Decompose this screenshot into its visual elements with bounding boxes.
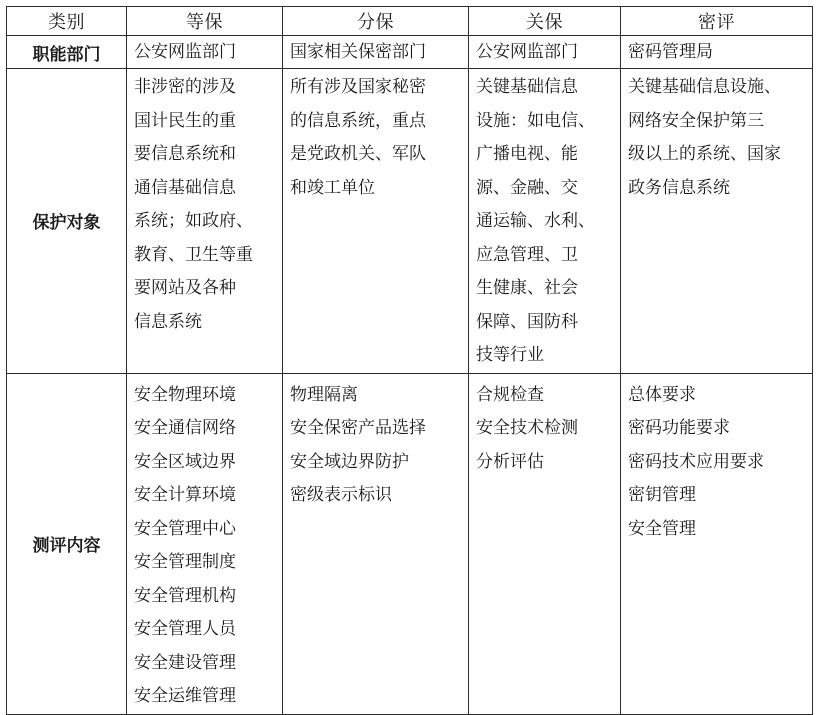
content-item: 密级表示标识: [290, 485, 392, 505]
content-item: 安全物理环境: [134, 384, 236, 405]
header-dengbao: 等保: [127, 7, 283, 36]
header-fenbao: 分保: [283, 7, 469, 36]
cell-dept-fenbao-text: 国家相关保密部门: [290, 42, 426, 62]
content-item: 安全建设管理: [134, 652, 236, 673]
content-item: 安全运维管理: [134, 686, 236, 706]
content-item: 安全保密产品选择: [290, 418, 426, 438]
content-item: 安全计算环境: [134, 485, 236, 505]
content-item: 安全管理中心: [134, 518, 236, 539]
content-item: 安全域边界防护: [290, 451, 409, 472]
cell-object-guanbao: [469, 69, 621, 374]
content-item: 总体要求: [628, 384, 696, 405]
header-category: 类别: [7, 7, 127, 36]
content-item: 安全区域边界: [134, 451, 236, 472]
cell-dept-miping-text: 密码管理局: [628, 42, 713, 62]
cell-dept-guanbao: [469, 36, 621, 69]
cell-dept-dengbao: [127, 36, 283, 69]
content-item: 物理隔离: [290, 384, 358, 405]
content-item: 密钥管理: [628, 485, 696, 505]
cell-object-guanbao-text: 关键基础信息 设施：如电信、 广播电视、能 源、金融、交 通运输、水利、 应急管理、卫 生健康、社会 保障、国防科 技等行业: [476, 77, 595, 365]
cell-object-fenbao-text: 所有涉及国家秘密 的信息系统，重点 是党政机关、军队 和竣工单位: [290, 77, 426, 198]
cell-content-fenbao: [283, 373, 469, 714]
cell-content-dengbao: [127, 373, 283, 714]
cell-dept-fenbao: [283, 36, 469, 69]
cell-content-miping: [621, 373, 813, 714]
content-item: 安全管理: [628, 518, 696, 539]
cell-dept-dengbao-text: 公安网监部门: [134, 42, 236, 62]
content-item: 合规检查: [476, 384, 544, 405]
content-item: 安全管理机构: [134, 585, 236, 606]
header-row: [7, 7, 813, 36]
content-item: 安全通信网络: [134, 418, 236, 438]
cell-object-miping: [621, 69, 813, 374]
content-item: 安全管理制度: [134, 552, 236, 572]
cell-dept-guanbao-text: 公安网监部门: [476, 42, 578, 62]
content-item: 密码技术应用要求: [628, 451, 764, 472]
cell-content-guanbao: [469, 373, 621, 714]
cell-object-miping-text: 关键基础信息设施、 网络安全保护第三 级以上的系统、国家 政务信息系统: [628, 77, 781, 198]
row-dept: [7, 36, 813, 69]
content-item: 分析评估: [476, 451, 544, 472]
content-item: 密码功能要求: [628, 418, 730, 438]
row-label-dept: 职能部门: [7, 36, 127, 69]
cell-dept-miping: [621, 36, 813, 69]
header-miping: 密评: [621, 7, 813, 36]
row-label-content: 测评内容: [7, 373, 127, 714]
row-label-object: 保护对象: [7, 69, 127, 374]
cell-object-dengbao: [127, 69, 283, 374]
content-item: 安全技术检测: [476, 418, 578, 438]
comparison-table: [6, 6, 813, 715]
header-guanbao: 关保: [469, 7, 621, 36]
cell-object-fenbao: [283, 69, 469, 374]
cell-object-dengbao-text: 非涉密的涉及 国计民生的重 要信息系统和 通信基础信息 系统；如政府、 教育、卫生等重 要网站及各种 信息系统: [134, 77, 253, 332]
row-object: [7, 69, 813, 374]
content-item: 安全管理人员: [134, 619, 236, 639]
row-content: [7, 373, 813, 714]
